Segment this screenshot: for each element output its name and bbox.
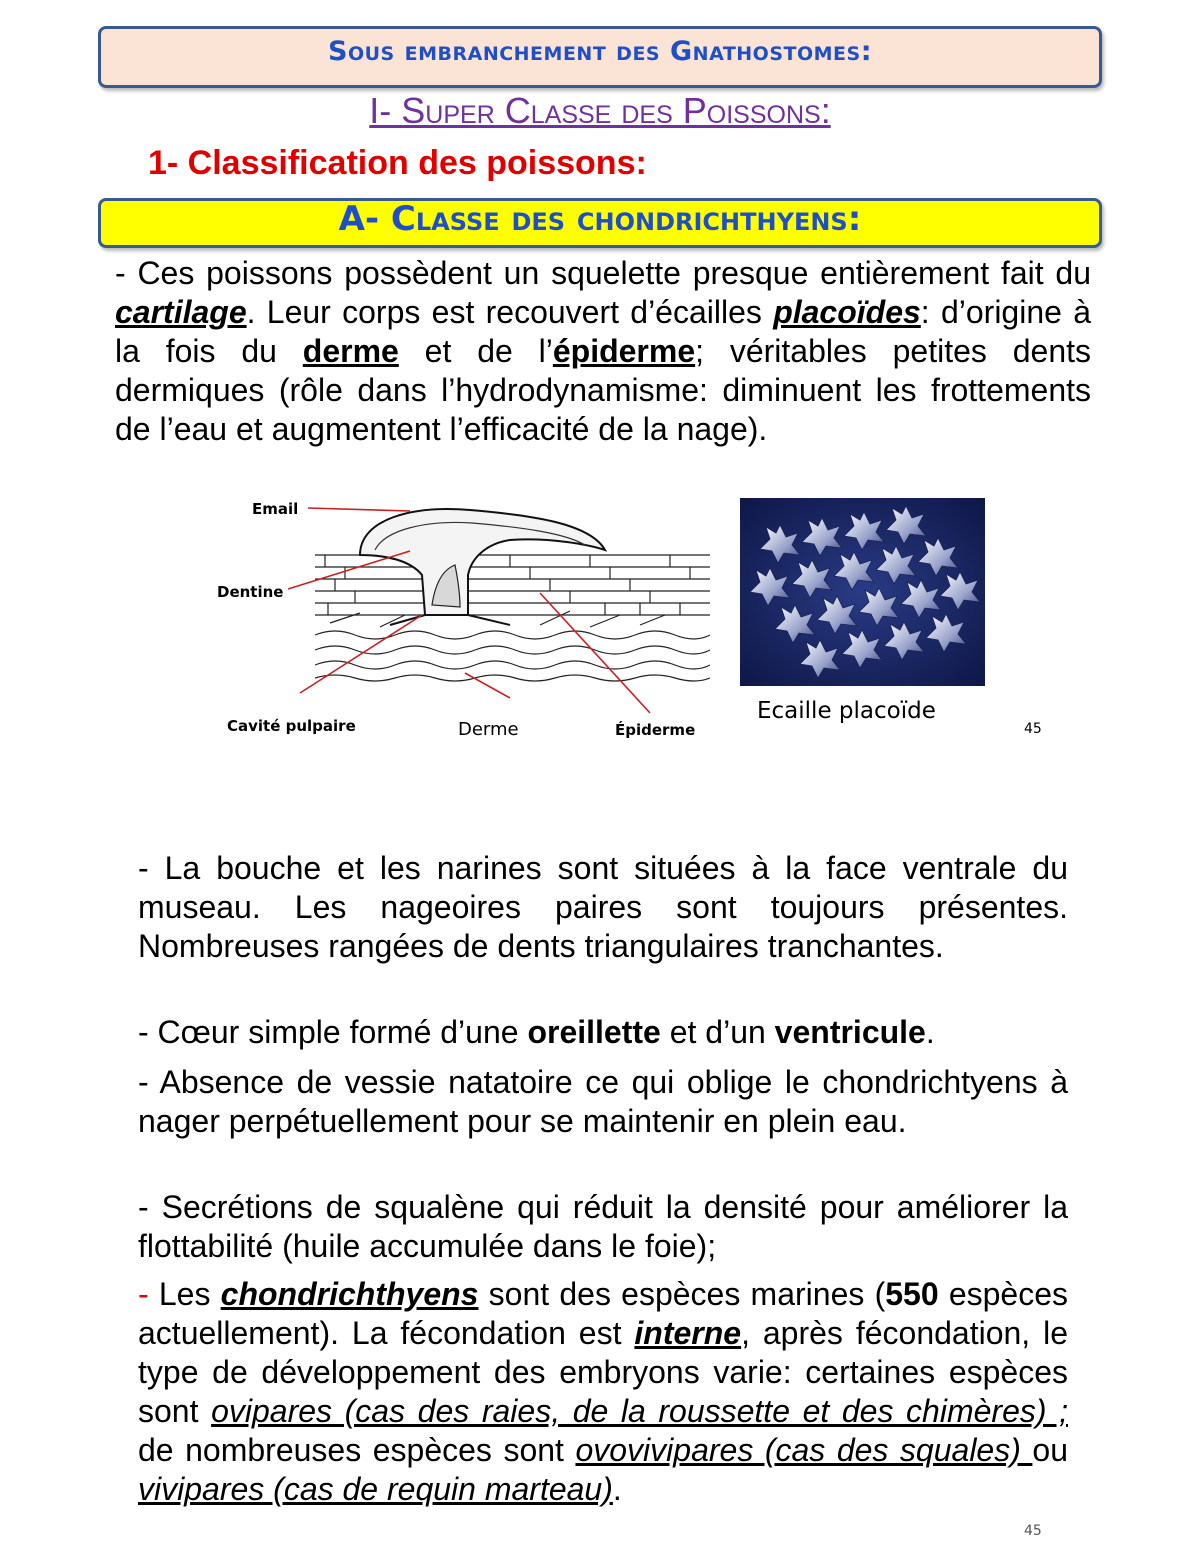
page-number: 45 — [1024, 721, 1042, 737]
banner-title: Sous embranchement des Gnathostomes: — [328, 35, 872, 67]
scale-cross-section-drawing — [210, 495, 710, 745]
keyword-550: 550 — [885, 1276, 939, 1312]
ovovivipares-text: ovovivipares (cas des squales) — [575, 1432, 1033, 1468]
section-title: 1- Classification des poissons: — [148, 144, 647, 182]
paragraph-squalene: - Secrétions de squalène qui réduit la densité pour améliorer la flottabilité (huile accumulée dans le foie); — [138, 1189, 1068, 1264]
ovipares-text: ovipares (cas des raies, de la roussette et des chimères) ; — [211, 1393, 1069, 1429]
class-banner-title: A- Classe des chondrichthyens: — [338, 199, 862, 239]
label-cavite-pulpaire: Cavité pulpaire — [227, 717, 356, 735]
placoid-scales-drawing — [740, 498, 985, 686]
label-derme: Derme — [458, 719, 519, 740]
label-dentine: Dentine — [217, 583, 284, 601]
keyword-derme: derme — [302, 333, 399, 369]
header-banner — [98, 26, 1102, 88]
label-epiderme: Épiderme — [615, 721, 696, 739]
placoid-scale-diagram — [210, 495, 710, 745]
paragraph-reproduction: - Les chondrichthyens sont des espèces marines (550 espèces actuellement). La fécondation est interne, après fécondation, le type de développement des embryons varie: certaines espèces sont ovipares (cas des raies, de la roussette et des chimères) ; de nombreuses espèces sont ovovivipares (cas des squales) ou vivipares (cas de requin marteau). — [138, 1276, 1069, 1507]
paragraph-intro: - Ces poissons possèdent un squelette presque entièrement fait du cartilage. Leur corps est recouvert d’écailles placoïdes: d’origine à la fois du derme et de l’épiderme; véritables petites dents dermiques (rôle dans l’hydrodynamisme: diminuent les frottements de l’eau et augmentent l’efficacité de la nage). — [115, 255, 1092, 447]
keyword-oreillette: oreillette — [527, 1014, 661, 1050]
placoid-scales-image — [740, 498, 985, 686]
keyword-interne: interne — [634, 1315, 742, 1351]
super-class-title: I- Super Classe des Poissons: — [369, 90, 831, 131]
label-email: Email — [252, 500, 299, 518]
keyword-chondrichthyens: chondrichthyens — [220, 1276, 479, 1312]
keyword-epiderme: épiderme — [552, 333, 696, 369]
class-banner — [98, 198, 1102, 248]
keyword-ventricule: ventricule — [774, 1014, 926, 1050]
vivipares-text: vivipares (cas de requin marteau) — [138, 1471, 613, 1507]
paragraph-coeur: - Cœur simple formé d’une oreillette et d’un ventricule. — [138, 1014, 935, 1050]
paragraph-vessie: - Absence de vessie natatoire ce qui oblige le chondrichtyens à nager perpétuellement pour se maintenir en plein eau. — [138, 1064, 1068, 1139]
overlap-page-number: 45 — [1024, 1523, 1042, 1539]
paragraph-bouche: - La bouche et les narines sont situées à la face ventrale du museau. Les nageoires paires sont toujours présentes. Nombreuses rangées de dents triangulaires tranchantes. — [138, 850, 1068, 964]
keyword-placoides: placoïdes — [773, 294, 921, 330]
keyword-cartilage: cartilage — [115, 294, 247, 330]
figure-caption: Ecaille placoïde — [757, 698, 936, 724]
red-dash: - — [138, 1276, 149, 1312]
